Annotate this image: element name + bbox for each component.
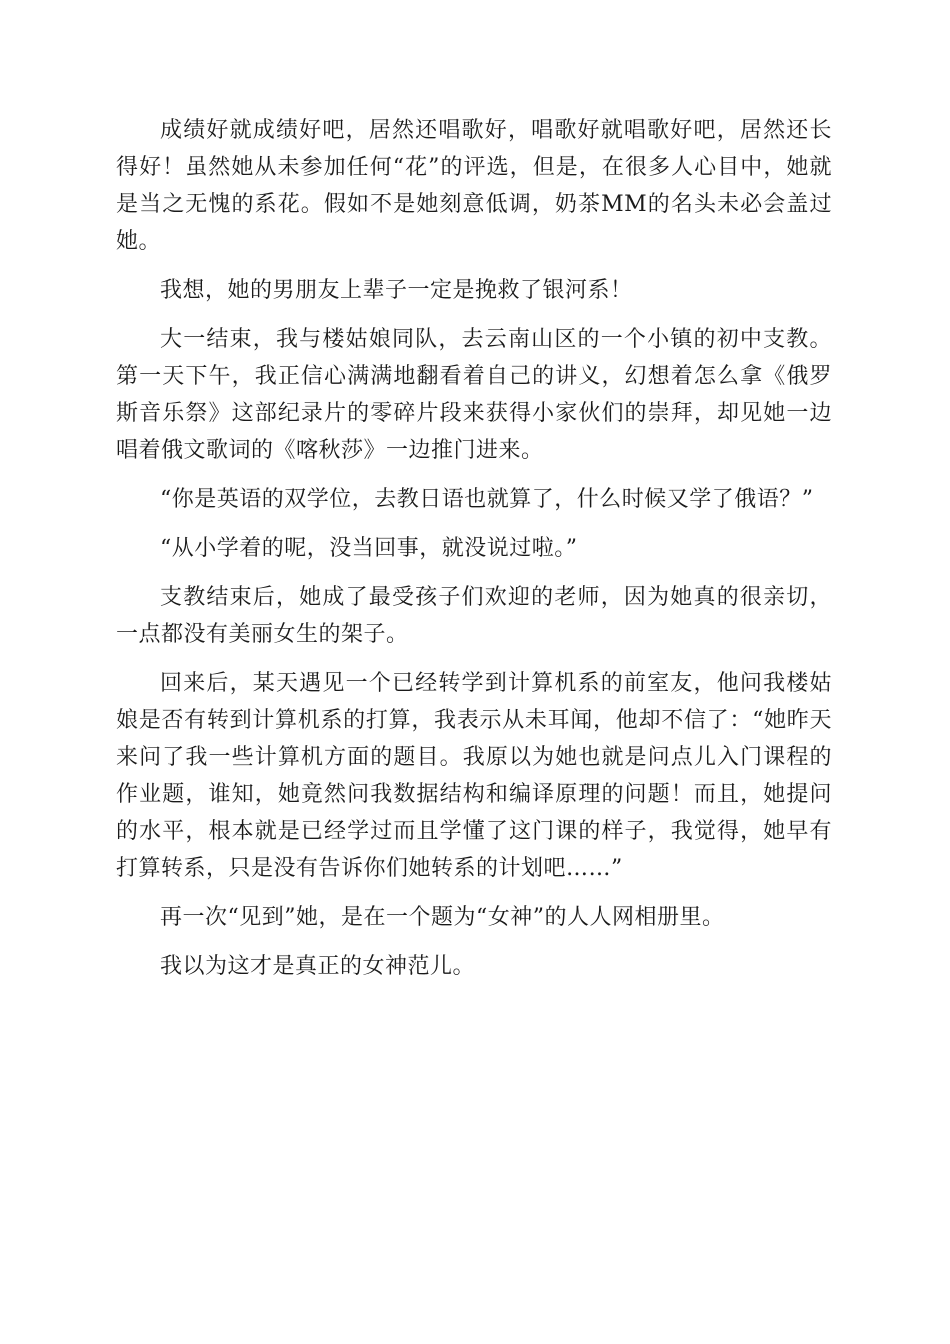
paragraph-6: 支教结束后，她成了最受孩子们欢迎的老师，因为她真的很亲切，一点都没有美丽女生的架子。 <box>116 585 832 647</box>
paragraph-4: “你是英语的双学位，去教日语也就算了，什么时候又学了俄语？” <box>160 487 814 512</box>
paragraph-8: 再一次“见到”她，是在一个题为“女神”的人人网相册里。 <box>160 905 725 930</box>
paragraph-3: 大一结束，我与楼姑娘同队，去云南山区的一个小镇的初中支教。第一天下午，我正信心满满地翻看着自己的讲义，幻想着怎么拿《俄罗斯音乐祭》这部纪录片的零碎片段来获得小家伙们的崇拜，却见她一边唱着俄文歌词的《喀秋莎》一边推门进来。 <box>116 327 832 463</box>
document-body <box>116 112 832 997</box>
paragraph-1: 成绩好就成绩好吧，居然还唱歌好，唱歌好就唱歌好吧，居然还长得好！虽然她从未参加任何“花”的评选，但是，在很多人心目中，她就是当之无愧的系花。假如不是她刻意低调，奶茶MM的名头未必会盖过她。 <box>116 118 832 254</box>
paragraph-9: 我以为这才是真正的女神范儿。 <box>160 954 476 979</box>
paragraph-7: 回来后，某天遇见一个已经转学到计算机系的前室友，他问我楼姑娘是否有转到计算机系的打算，我表示从未耳闻，他却不信了：“她昨天来问了我一些计算机方面的题目。我原以为她也就是问点儿入门课程的作业题，谁知，她竟然问我数据结构和编译原理的问题！而且，她提问的水平，根本就是已经学过而且学懂了这门课的样子，我觉得，她早有打算转系，只是没有告诉你们她转系的计划吧……” <box>116 671 832 881</box>
paragraph-5: “从小学着的呢，没当回事，就没说过啦。” <box>160 536 578 561</box>
paragraph-2: 我想，她的男朋友上辈子一定是挽救了银河系！ <box>160 278 633 303</box>
